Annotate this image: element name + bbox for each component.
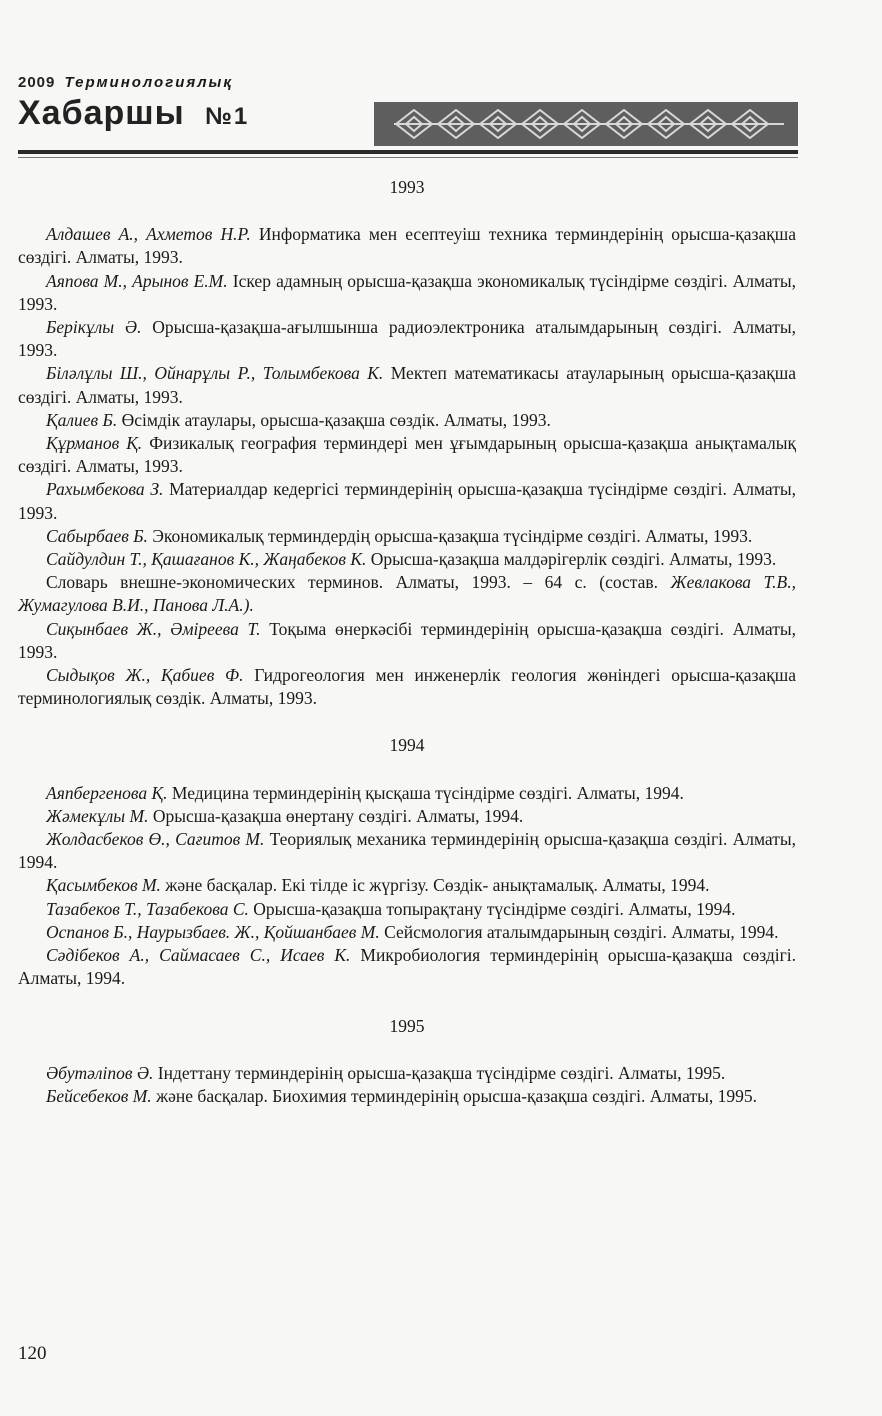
journal-year-line [18,74,233,91]
bibliography-entry [18,618,796,664]
entry-author: Бейсебеков М. [46,1085,152,1106]
entry-author: Сабырбаев Б. [46,525,148,546]
journal-subtitle: Терминологиялық [64,74,233,91]
bibliography-entry [18,782,796,805]
entry-text: Орысша-қазақша-ағылшынша радиоэлектроника аталымдарының сөздігі. Алматы, 1993. [18,317,797,361]
entry-text: Гидрогеология мен инженерлік геология жөніндегі орысша-қазақша терминологиялық сөздік. Алматы, 1993. [18,665,797,709]
entry-text: Орысша-қазақша өнертану сөздігі. Алматы, 1994. [152,805,524,826]
entry-author: Әбутәліпов Ә. [46,1062,154,1083]
entry-text: Медицина терминдерінің қысқаша түсіндірме сөздігі. Алматы, 1994. [171,782,684,803]
entry-author: Аяпова М., Арынов Е.М. [46,270,228,291]
entry-author: Құрманов Қ. [46,433,143,454]
ornament-banner [374,102,798,146]
bibliography-entry [18,548,796,571]
entry-text: Мектеп математикасы атауларының орысша-қазақша сөздігі. Алматы, 1993. [18,363,797,407]
entry-text: Тоқыма өнеркәсібі терминдерінің орысша-қазақша сөздігі. Алматы, 1993. [18,618,796,662]
entry-author: Қалиев Б. [46,409,118,430]
entry-author: Рахымбекова З. [46,479,164,500]
entry-author: Сыдықов Ж., Қабиев Ф. [46,665,244,686]
entry-text: Өсімдік атаулары, орысша-қазақша сөздік. Алматы, 1993. [121,409,551,430]
entry-text: Індеттану терминдерінің орысша-қазақша түсіндірме сөздігі. Алматы, 1995. [157,1062,726,1083]
journal-year: 2009 [18,74,56,91]
entry-compilers: Жевлакова Т.В., Жумагулова В.И., Панова Л.А.). [18,572,796,616]
entry-text: Теориялық механика терминдерінің орысша-қазақша сөздігі. Алматы, 1994. [18,829,797,873]
section-gap [18,991,796,1015]
entry-text: және басқалар. Екі тілде іс жүргізу. Сөздік- анықтамалық. Алматы, 1994. [165,875,710,896]
bibliography-entry [18,921,796,944]
entry-author: Аяпбергенова Қ. [46,782,168,803]
entry-author: Оспанов Б., Наурызбаев. Ж., Қойшанбаев М. [46,921,380,942]
year-heading: 1994 [389,735,425,756]
entry-author: Біләлұлы Ш., Ойнарұлы Р., Толымбекова К. [46,363,384,384]
bibliography-entry [18,316,796,362]
bibliography-entry [18,223,796,269]
entry-text: Орысша-қазақша малдәрігерлік сөздігі. Алматы, 1993. [370,549,777,570]
bibliography-entry [18,432,796,478]
entry-text: Іскер адамның орысша-қазақша экономикалық түсіндірме сөздігі. Алматы, 1993. [18,270,796,314]
bibliography-entry [18,270,796,316]
journal-header [18,74,798,164]
entry-author: Берікұлы Ә. [46,317,142,338]
section-gap [18,710,796,734]
entry-author: Сиқынбаев Ж., Әміреева Т. [46,618,261,639]
entry-text: Информатика мен есептеуіш техника терминдерінің орысша-қазақша сөздігі. Алматы, 1993. [18,224,796,268]
year-heading: 1993 [389,177,425,197]
entry-text: Материалдар кедергісі терминдерінің орысша-қазақша түсіндірме сөздігі. Алматы, 1993. [18,479,797,523]
entry-text: Словарь внешне-экономических терминов. Алматы, 1993. – 64 с. (состав. [46,572,659,593]
entry-author: Тазабеков Т., Тазабекова С. [46,898,249,919]
year-heading: 1995 [389,1015,425,1036]
issue-number: №1 [205,103,250,130]
bibliography-entry [18,525,796,548]
bibliography-entry [18,478,796,524]
entry-author: Сайдулдин Т., Қашағанов К., Жаңабеков К. [46,549,367,570]
entry-text: Сейсмология аталымдарының сөздігі. Алматы, 1994. [384,921,779,942]
journal-title-line [18,94,249,133]
bibliography-entry [18,898,796,921]
bibliography-entry [18,874,796,897]
entry-text: Микробиология терминдерінің орысша-қазақша сөздігі. Алматы, 1994. [18,945,797,989]
entry-text: Физикалық география терминдері мен ұғымдарының орысша-қазақша анықтамалық сөздігі. Алматы, 1993. [18,433,796,477]
heading-gap [18,758,796,782]
header-rule-thin [18,157,798,158]
bibliography-entry [18,362,796,408]
bibliography-entry [18,1085,796,1108]
entry-author: Сәдібеков А., Саймасаев С., Исаев К. [46,945,351,966]
bibliography-entry [18,944,796,990]
bibliography-entry [18,409,796,432]
bibliography-entry [18,828,796,874]
entry-text: Экономикалық терминдердің орысша-қазақша түсіндірме сөздігі. Алматы, 1993. [152,525,753,546]
entry-author: Жолдасбеков Ө., Сағитов М. [46,829,265,850]
heading-gap [18,199,796,223]
bibliography-entry [18,1062,796,1085]
entry-text: және басқалар. Биохимия терминдерінің орысша-қазақша сөздігі. Алматы, 1995. [156,1085,757,1106]
page-number: 120 [18,1343,47,1364]
bibliography-entry [18,571,796,617]
bibliography-entry [18,664,796,710]
ornament-pattern-icon [374,102,798,146]
entry-author: Қасымбеков М. [46,875,161,896]
journal-title: Хабаршы [18,94,185,132]
entry-author: Жәмекұлы М. [46,805,149,826]
entry-author: Алдашев А., Ахметов Н.Р. [46,224,251,245]
header-rule-thick [18,150,798,154]
bibliography-body [18,176,796,1108]
bibliography-entry [18,805,796,828]
heading-gap [18,1038,796,1062]
entry-text: Орысша-қазақша топырақтану түсіндірме сөздігі. Алматы, 1994. [253,898,736,919]
